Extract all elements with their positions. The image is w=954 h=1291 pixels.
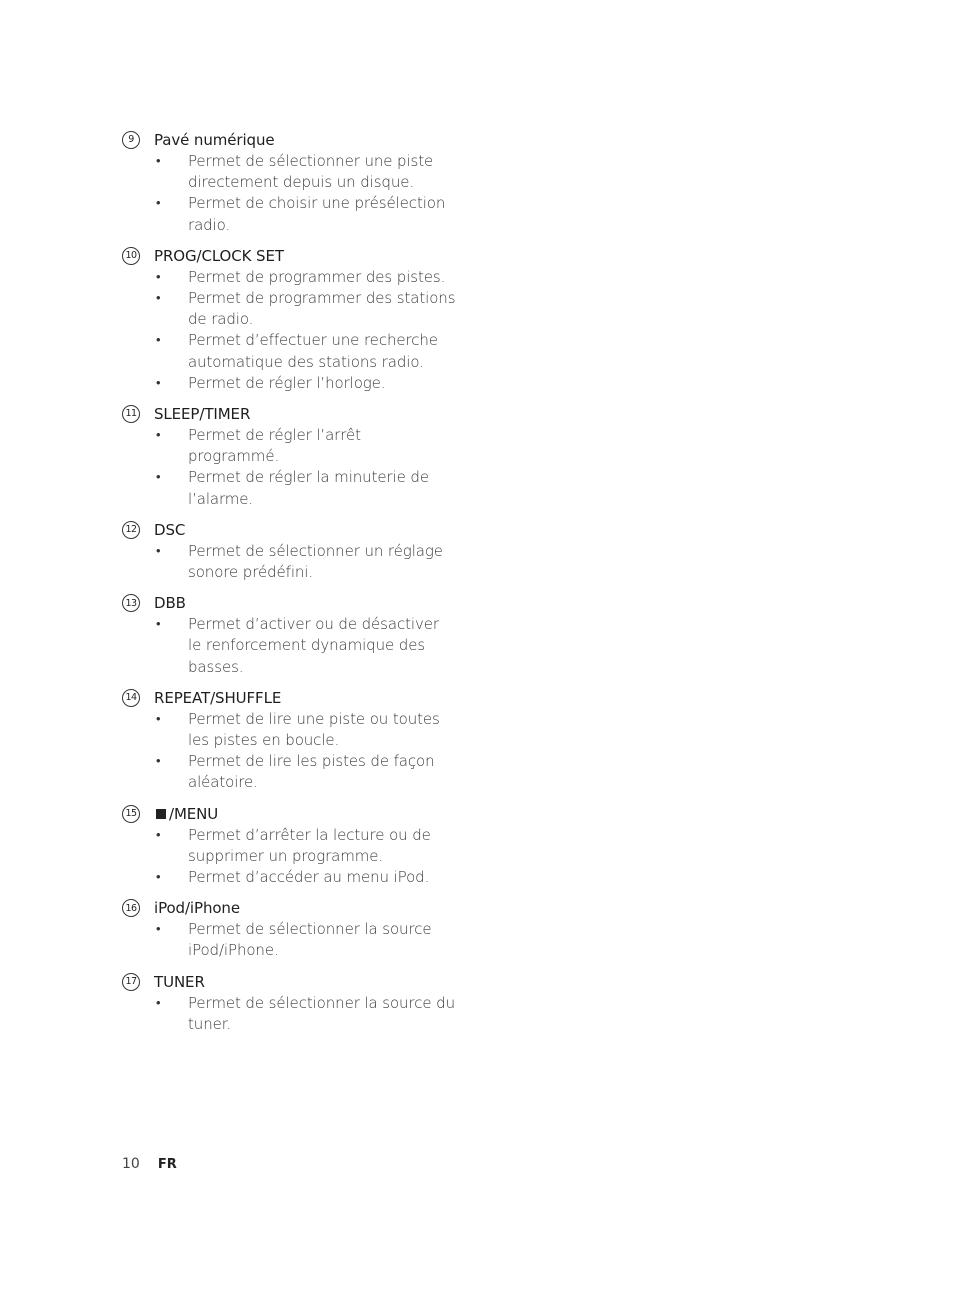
bullet-icon: • <box>156 291 161 307</box>
circled-number: 17 <box>122 973 140 991</box>
bullet-text: Permet de régler l’arrêt programmé. <box>188 426 361 466</box>
list-item <box>122 825 522 867</box>
list-item <box>122 193 522 235</box>
control-item <box>122 897 522 961</box>
list-item <box>122 288 522 330</box>
bullet-text: Permet de programmer des pistes. <box>188 267 446 286</box>
bullet-list <box>122 993 522 1035</box>
list-item <box>122 541 522 583</box>
list-item <box>122 919 522 961</box>
circled-number: 9 <box>122 131 140 149</box>
bullet-icon: • <box>156 827 161 843</box>
language-code: FR <box>157 1156 177 1172</box>
control-title-text: TUNER <box>154 972 205 991</box>
stop-square-icon <box>156 809 166 819</box>
control-title-text: iPod/iPhone <box>154 899 240 918</box>
control-title <box>154 403 250 425</box>
bullet-icon: • <box>156 470 161 486</box>
control-item-header <box>122 592 522 614</box>
bullet-icon: • <box>156 154 161 169</box>
circled-number: 12 <box>122 521 140 539</box>
bullet-icon: • <box>156 922 161 938</box>
bullet-list <box>122 425 522 510</box>
list-item <box>122 993 522 1035</box>
bullet-text: Permet de choisir une présélection radio. <box>188 194 446 234</box>
bullet-icon: • <box>156 543 161 559</box>
bullet-icon: • <box>156 428 161 444</box>
list-item <box>122 267 522 288</box>
control-title <box>154 687 281 709</box>
list-item <box>122 614 522 678</box>
bullet-icon: • <box>156 196 161 212</box>
list-item <box>122 425 522 467</box>
bullet-icon: • <box>156 333 161 349</box>
bullet-text: Permet d’arrêter la lecture ou de supprimer un programme. <box>188 825 431 865</box>
bullet-text: Permet d’effectuer une recherche automatique des stations radio. <box>188 331 438 371</box>
control-title-text: /MENU <box>169 804 219 823</box>
control-list <box>122 129 522 1044</box>
control-item <box>122 592 522 678</box>
bullet-list <box>122 919 522 961</box>
bullet-list <box>122 541 522 583</box>
control-item <box>122 129 522 236</box>
control-item-header <box>122 897 522 919</box>
bullet-list <box>122 267 522 394</box>
list-item <box>122 867 522 888</box>
bullet-text: Permet de régler la minuterie de l’alarme. <box>188 468 429 508</box>
circled-number: 11 <box>122 405 140 423</box>
list-item <box>122 373 522 394</box>
control-item-header <box>122 687 522 709</box>
control-item <box>122 803 522 889</box>
control-item-header <box>122 519 522 541</box>
control-title <box>154 519 185 541</box>
bullet-text: Permet d’activer ou de désactiver le renforcement dynamique des basses. <box>188 615 439 676</box>
control-title-text: SLEEP/TIMER <box>154 405 251 424</box>
bullet-icon: • <box>156 870 161 886</box>
control-title <box>154 592 186 614</box>
list-item <box>122 751 522 793</box>
bullet-text: Permet de lire une piste ou toutes les pistes en boucle. <box>188 709 440 750</box>
control-item-header <box>122 245 522 267</box>
bullet-icon: • <box>156 995 161 1011</box>
control-title <box>154 129 274 151</box>
control-item-header <box>122 803 522 825</box>
control-item <box>122 687 522 794</box>
page-footer <box>122 1156 177 1172</box>
control-item-header <box>122 403 522 425</box>
bullet-list <box>122 614 522 678</box>
bullet-text: Permet d’accéder au menu iPod. <box>188 868 430 887</box>
control-title-text: DSC <box>154 520 186 539</box>
control-title-text: DBB <box>154 594 186 613</box>
bullet-icon: • <box>156 711 161 727</box>
bullet-text: Permet de sélectionner la source iPod/iPhone. <box>188 920 432 960</box>
list-item <box>122 709 522 751</box>
bullet-list <box>122 151 522 236</box>
circled-number: 10 <box>122 247 140 265</box>
bullet-text: Permet de régler l’horloge. <box>188 373 386 392</box>
bullet-text: Permet de sélectionner un réglage sonore prédéfini. <box>188 541 443 582</box>
control-item <box>122 971 522 1035</box>
circled-number: 13 <box>122 594 140 612</box>
control-item <box>122 245 522 394</box>
control-item <box>122 403 522 510</box>
bullet-text: Permet de sélectionner une piste directement depuis un disque. <box>188 152 434 192</box>
circled-number: 15 <box>122 805 140 823</box>
circled-number: 14 <box>122 689 140 707</box>
list-item <box>122 467 522 509</box>
control-title <box>154 971 205 993</box>
bullet-list <box>122 825 522 889</box>
list-item <box>122 151 522 193</box>
bullet-icon: • <box>156 269 161 285</box>
control-title <box>154 245 284 267</box>
control-title <box>154 897 240 919</box>
bullet-list <box>122 709 522 794</box>
bullet-text: Permet de sélectionner la source du tuner. <box>188 993 455 1033</box>
control-title-text: REPEAT/SHUFFLE <box>154 688 282 707</box>
bullet-icon: • <box>156 375 161 391</box>
control-title-text: Pavé numérique <box>154 131 275 149</box>
control-title-text: PROG/CLOCK SET <box>154 246 284 265</box>
control-item-header <box>122 971 522 993</box>
list-item <box>122 330 522 372</box>
circled-number: 16 <box>122 899 140 917</box>
control-item <box>122 519 522 583</box>
bullet-icon: • <box>156 617 161 633</box>
bullet-text: Permet de lire les pistes de façon aléatoire. <box>188 752 435 792</box>
bullet-icon: • <box>156 754 161 770</box>
page-number: 10 <box>122 1156 140 1172</box>
control-item-header <box>122 129 522 151</box>
bullet-text: Permet de programmer des stations de radio. <box>188 289 456 329</box>
control-title <box>154 803 218 825</box>
